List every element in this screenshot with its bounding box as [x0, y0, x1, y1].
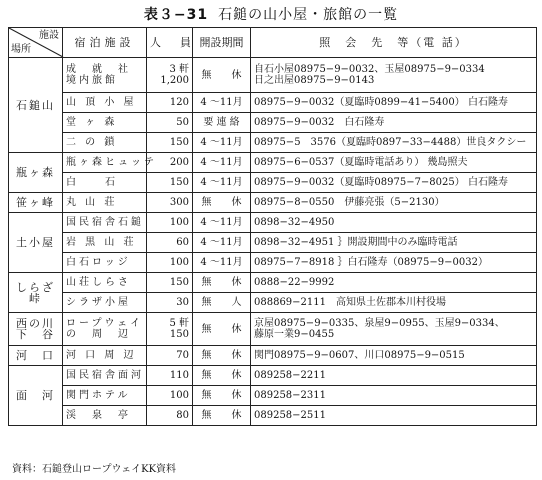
table-row: [9, 253, 537, 273]
contact-cell: 08975−9−0032（夏臨時08975−7−8025） 白石隆寿: [251, 173, 537, 193]
facility-cell: 渓 泉 亭: [63, 406, 147, 426]
period-cell: 4 〜11月: [193, 213, 251, 233]
location-cell: 西の川 下 谷: [9, 313, 63, 346]
header-capacity: 人 員: [147, 28, 193, 58]
location-cell: 面 河: [9, 366, 63, 426]
table-row: [9, 273, 537, 293]
facility-cell: 成 就 社 境内旅館: [63, 58, 147, 93]
contact-cell: 08975−9−0032（夏臨時0899−41−5400） 白石隆寿: [251, 93, 537, 113]
facility-cell: 山荘しらさ: [63, 273, 147, 293]
table-row: [9, 173, 537, 193]
contact-cell: 089258−2511: [251, 406, 537, 426]
capacity-cell: 100: [147, 213, 193, 233]
contact-cell: 自石小屋08975−9−0032、玉屋08975−9−0334 日之出屋08975−9−0143: [251, 58, 537, 93]
table-row: [9, 346, 537, 366]
capacity-cell: 5 軒 150: [147, 313, 193, 346]
capacity-cell: 70: [147, 346, 193, 366]
contact-cell: 08975−5 3576（夏臨時0897−33−4488）世良タクシー: [251, 133, 537, 153]
facility-cell: 岩 黒 山 荘: [63, 233, 147, 253]
table-row: [9, 233, 537, 253]
capacity-cell: 100: [147, 253, 193, 273]
table-row: [9, 293, 537, 313]
corner-header-bottom: 場所: [11, 44, 31, 55]
period-cell: 4 〜11月: [193, 173, 251, 193]
facility-cell: 国民宿舎石鎚: [63, 213, 147, 233]
capacity-cell: 150: [147, 133, 193, 153]
table-row: [9, 133, 537, 153]
period-cell: 4 〜11月: [193, 93, 251, 113]
table-row: [9, 153, 537, 173]
header-row: [9, 28, 537, 58]
capacity-cell: 3 軒 1,200: [147, 58, 193, 93]
table-row: [9, 58, 537, 93]
table-row: [9, 366, 537, 386]
contact-cell: 089258−2211: [251, 366, 537, 386]
period-cell: 無 休: [193, 346, 251, 366]
table-title: [0, 4, 542, 24]
period-cell: 4 〜11月: [193, 153, 251, 173]
table-row: [9, 213, 537, 233]
header-period: 開設期間: [193, 28, 251, 58]
period-cell: 4 〜11月: [193, 233, 251, 253]
period-cell: 無 休: [193, 406, 251, 426]
table-row: [9, 93, 537, 113]
contact-cell: 088869−2111 高知県土佐郡本川村役場: [251, 293, 537, 313]
capacity-cell: 60: [147, 233, 193, 253]
facility-cell: 河 口 周 辺: [63, 346, 147, 366]
facility-cell: 関門ホテル: [63, 386, 147, 406]
table-row: [9, 386, 537, 406]
table-title-text: 石鎚の山小屋・旅館の一覧: [218, 7, 399, 23]
table-row: [9, 193, 537, 213]
period-cell: 4 〜11月: [193, 133, 251, 153]
table-body: [9, 58, 537, 426]
facility-cell: 堂 ヶ 森: [63, 113, 147, 133]
facility-cell: 二 の 鎖: [63, 133, 147, 153]
period-cell: 無 休: [193, 386, 251, 406]
contact-cell: 関門08975−9−0607、川口08975−9−0515: [251, 346, 537, 366]
contact-cell: 0898−32−4951 ｝開設期間中のみ臨時電話: [251, 233, 537, 253]
contact-cell: 京屋08975−9−0335、泉屋9−0955、玉屋9−0334、 藤原一業9−0455: [251, 313, 537, 346]
location-cell: 笹ヶ峰: [9, 193, 63, 213]
contact-cell: 08975−9−0032 白石隆寿: [251, 113, 537, 133]
period-cell: 無 人: [193, 293, 251, 313]
contact-cell: 08975−6−0537（夏臨時電話あり） 幾島照夫: [251, 153, 537, 173]
facility-cell: 瓶ヶ森ヒュッテ: [63, 153, 147, 173]
period-cell: 無 休: [193, 58, 251, 93]
location-cell: しらざ 峠: [9, 273, 63, 313]
capacity-cell: 110: [147, 366, 193, 386]
location-cell: 河 口: [9, 346, 63, 366]
location-cell: 土小屋: [9, 213, 63, 273]
period-cell: 要 連 絡: [193, 113, 251, 133]
contact-cell: 08975−7−8918 ｝白石隆寿（08975−9−0032）: [251, 253, 537, 273]
facility-cell: 山 頂 小 屋: [63, 93, 147, 113]
lodging-table: [8, 27, 537, 426]
period-cell: 無 休: [193, 313, 251, 346]
period-cell: 無 休: [193, 273, 251, 293]
contact-cell: 089258−2311: [251, 386, 537, 406]
period-cell: 4 〜11月: [193, 253, 251, 273]
capacity-cell: 150: [147, 273, 193, 293]
capacity-cell: 300: [147, 193, 193, 213]
facility-cell: 白 石: [63, 173, 147, 193]
facility-cell: 白石ロッジ: [63, 253, 147, 273]
capacity-cell: 100: [147, 386, 193, 406]
header-facility: 宿泊施設: [63, 28, 147, 58]
corner-header: [9, 28, 63, 58]
contact-cell: 0888−22−9992: [251, 273, 537, 293]
capacity-cell: 200: [147, 153, 193, 173]
table-row: [9, 113, 537, 133]
table-number: 表３−31: [143, 7, 209, 23]
capacity-cell: 120: [147, 93, 193, 113]
location-cell: 石鎚山: [9, 58, 63, 153]
period-cell: 無 休: [193, 193, 251, 213]
corner-header-top: 施設: [39, 30, 59, 41]
capacity-cell: 150: [147, 173, 193, 193]
facility-cell: 国民宿舎面河: [63, 366, 147, 386]
source-note: 資料：石鎚登山ロープウェイKK資料: [12, 464, 177, 475]
contact-cell: 08975−8−0550 伊藤亮張（5−2130）: [251, 193, 537, 213]
facility-cell: 丸 山 荘: [63, 193, 147, 213]
facility-cell: ロープウェイ の 周 辺: [63, 313, 147, 346]
table-row: [9, 406, 537, 426]
table-row: [9, 313, 537, 346]
facility-cell: シラザ小屋: [63, 293, 147, 313]
header-contact: 照 会 先 等（電 話）: [251, 28, 537, 58]
capacity-cell: 80: [147, 406, 193, 426]
capacity-cell: 30: [147, 293, 193, 313]
location-cell: 瓶ヶ森: [9, 153, 63, 193]
contact-cell: 0898−32−4950: [251, 213, 537, 233]
capacity-cell: 50: [147, 113, 193, 133]
period-cell: 無 休: [193, 366, 251, 386]
